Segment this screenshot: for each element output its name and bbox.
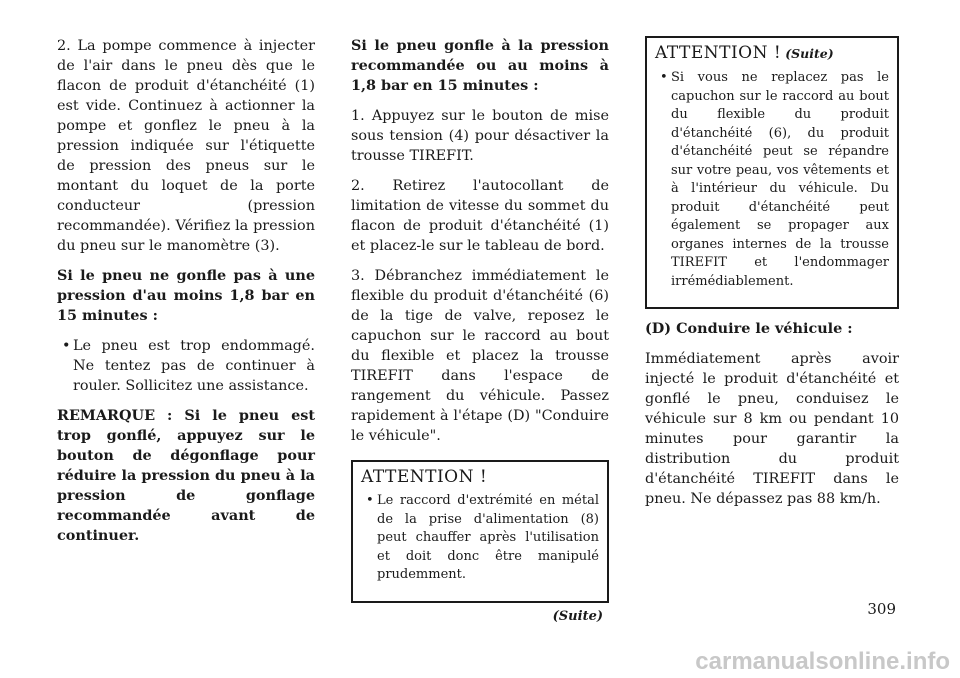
drive-vehicle-paragraph: Immédiatement après avoir injecté le produit d'étanchéité et gonflé le pneu, conduisez le véhicule sur 8 km ou pendant 10 minutes pour garantir la distribution du produit d'étanchéité TIREFIT dans le pneu. Ne dépassez pas 88 km/h. xyxy=(645,351,899,507)
warning-title: ATTENTION ! xyxy=(361,467,488,487)
list-item: • Le pneu est trop endommagé. Ne tentez pas de continuer à rouler. Sollicitez une assistance. xyxy=(57,336,315,396)
watermark: carmanualsonline.info xyxy=(695,648,950,675)
warning-list xyxy=(361,492,599,585)
warning-title xyxy=(655,42,889,65)
not-inflating-heading: Si le pneu ne gonfle pas à une pression d'au moins 1,8 bar en 15 minutes : xyxy=(57,267,315,324)
not-inflating-list xyxy=(57,336,315,396)
inflating-heading: Si le pneu gonfle à la pression recommandée ou au moins à 1,8 bar en 15 minutes : xyxy=(351,37,609,94)
warning-box xyxy=(351,460,609,603)
warning-list xyxy=(655,69,889,291)
drive-vehicle-heading: (D) Conduire le véhicule : xyxy=(645,320,853,337)
continued-label: (Suite) xyxy=(552,608,603,624)
step3-paragraph: 3. Débranchez immédiatement le flexible du produit d'étanchéité (6) de la tige de valve, reposez le capuchon sur le raccord au bout du flexible et placez la trousse TIREFIT dans l'espace de rangement du véhicule. Passez rapidement à l'étape (D) "Conduire le véhicule". xyxy=(351,268,609,444)
warning-title-text: ATTENTION ! xyxy=(655,43,782,63)
column-left xyxy=(57,36,315,556)
step2-paragraph: 2. Retirez l'autocollant de limitation de vitesse du sommet du flacon de produit d'étanchéité (1) et placez-le sur le tableau de bord. xyxy=(351,178,609,254)
step1-paragraph: 1. Appuyez sur le bouton de mise sous tension (4) pour désactiver la trousse TIREFIT. xyxy=(351,108,609,164)
column-right xyxy=(645,36,899,519)
column-middle xyxy=(351,36,609,627)
step2-paragraph: 2. La pompe commence à injecter de l'air dans le pneu dès que le flacon de produit d'étanchéité (1) est vide. Continuez à actionner la pompe et gonflez le pneu à la pression indiquée sur l'étiquette de pression des pneus sur le montant du loquet de la porte conducteur (pression recommandée). Vérifiez la pression du pneu sur le manomètre (3). xyxy=(57,38,315,254)
list-item: • Le raccord d'extrémité en métal de la prise d'alimentation (8) peut chauffer après l'utilisation et doit donc être manipulé prudemment. xyxy=(361,492,599,585)
page-number: 309 xyxy=(867,600,896,618)
remarque-note: REMARQUE : Si le pneu est trop gonflé, appuyez sur le bouton de dégonflage pour réduire la pression du pneu à la pression de gonflage recommandée avant de continuer. xyxy=(57,407,315,544)
continued-label: (Suite) xyxy=(785,46,834,61)
warning-box-continued xyxy=(645,36,899,309)
list-item: • Si vous ne replacez pas le capuchon sur le raccord au bout du flexible du produit d'étanchéité (6), du produit d'étanchéité peut se répandre sur votre peau, vos vêtements et à l'intérieur du véhicule. Du produit d'étanchéité peut également se propager aux organes internes de la trousse TIREFIT et l'endommager irrémédiablement. xyxy=(655,69,889,291)
